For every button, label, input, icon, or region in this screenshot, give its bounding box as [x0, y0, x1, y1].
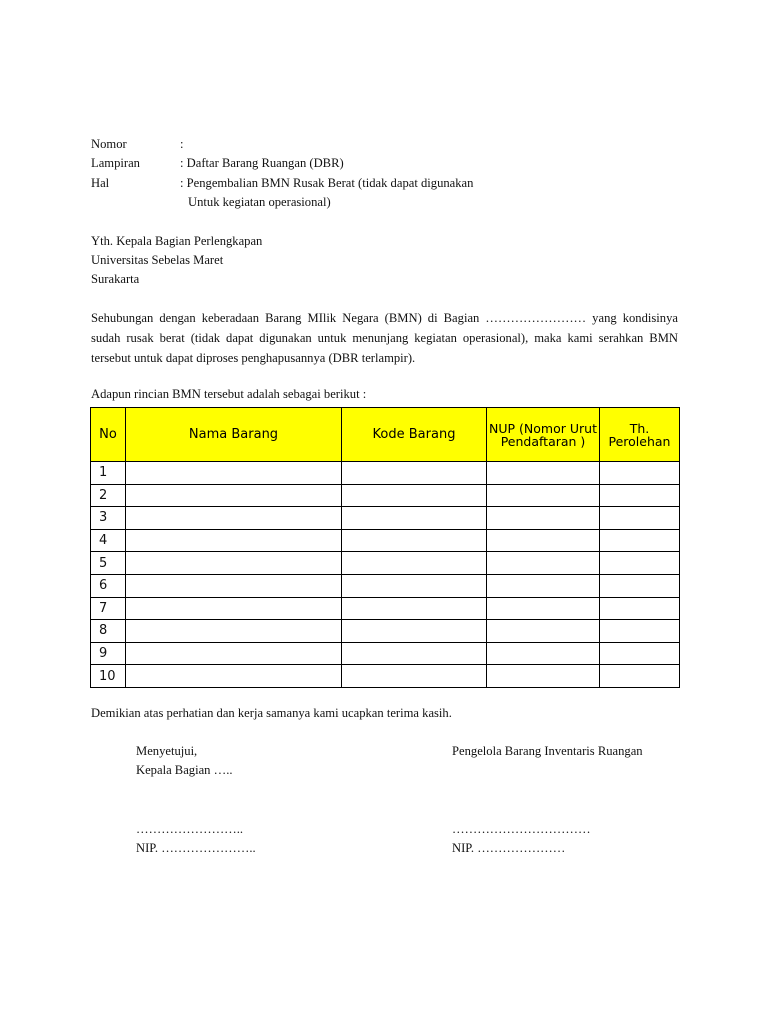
row-number: 9 [91, 642, 126, 665]
row-number: 4 [91, 529, 126, 552]
closing-text: Demikian atas perhatian dan kerja samanya kami ucapkan terima kasih. [91, 706, 452, 720]
cell-tahun-perolehan [600, 665, 680, 688]
cell-nama-barang [126, 484, 342, 507]
cell-nup [487, 574, 600, 597]
cell-tahun-perolehan [600, 529, 680, 552]
nomor-label: Nomor [91, 137, 127, 151]
cell-nama-barang [126, 597, 342, 620]
cell-nama-barang [126, 642, 342, 665]
hal-value: : Pengembalian BMN Rusak Berat (tidak dapat digunakan [180, 176, 474, 190]
cell-nup [487, 665, 600, 688]
cell-nup [487, 507, 600, 530]
cell-tahun-perolehan [600, 484, 680, 507]
cell-kode-barang [342, 574, 487, 597]
row-number: 8 [91, 620, 126, 643]
header-nama-barang: Nama Barang [126, 408, 342, 462]
cell-kode-barang [342, 462, 487, 485]
table-header-row [91, 408, 680, 462]
nomor-value: : [180, 137, 184, 151]
sign-right-name-line: …………………………… [452, 822, 591, 836]
table-row [91, 529, 680, 552]
cell-nama-barang [126, 507, 342, 530]
cell-kode-barang [342, 665, 487, 688]
table-row [91, 507, 680, 530]
row-number: 6 [91, 574, 126, 597]
lampiran-value: : Daftar Barang Ruangan (DBR) [180, 156, 344, 170]
table-row [91, 597, 680, 620]
cell-nup [487, 462, 600, 485]
header-no: No [91, 408, 126, 462]
row-number: 2 [91, 484, 126, 507]
cell-kode-barang [342, 597, 487, 620]
cell-tahun-perolehan [600, 620, 680, 643]
cell-tahun-perolehan [600, 642, 680, 665]
cell-tahun-perolehan [600, 574, 680, 597]
header-kode-barang: Kode Barang [342, 408, 487, 462]
row-number: 3 [91, 507, 126, 530]
dbr-table [90, 407, 680, 688]
table-row [91, 665, 680, 688]
cell-nup [487, 552, 600, 575]
cell-kode-barang [342, 484, 487, 507]
cell-kode-barang [342, 529, 487, 552]
sign-left-name-line: …………………….. [136, 822, 244, 836]
header-tahun-perolehan: Th. Perolehan [600, 408, 680, 462]
header-nup: NUP (Nomor Urut Pendaftaran ) [487, 408, 600, 462]
cell-nup [487, 529, 600, 552]
cell-nama-barang [126, 462, 342, 485]
cell-tahun-perolehan [600, 552, 680, 575]
sign-left-approval: Menyetujui, [136, 744, 198, 758]
cell-nup [487, 597, 600, 620]
cell-nama-barang [126, 620, 342, 643]
cell-tahun-perolehan [600, 462, 680, 485]
hal-label: Hal [91, 176, 110, 190]
table-row [91, 552, 680, 575]
recipient-line-2: Universitas Sebelas Maret [91, 253, 224, 267]
lampiran-label: Lampiran [91, 156, 140, 170]
sign-right-title: Pengelola Barang Inventaris Ruangan [452, 744, 643, 758]
table-row [91, 642, 680, 665]
cell-nama-barang [126, 552, 342, 575]
hal-value-continued: Untuk kegiatan operasional) [188, 195, 331, 209]
row-number: 5 [91, 552, 126, 575]
cell-nup [487, 642, 600, 665]
table-row [91, 620, 680, 643]
cell-tahun-perolehan [600, 507, 680, 530]
sign-left-nip: NIP. ………………….. [136, 841, 256, 855]
cell-tahun-perolehan [600, 597, 680, 620]
cell-kode-barang [342, 507, 487, 530]
row-number: 7 [91, 597, 126, 620]
recipient-line-1: Yth. Kepala Bagian Perlengkapan [91, 234, 263, 248]
cell-nama-barang [126, 665, 342, 688]
cell-kode-barang [342, 552, 487, 575]
cell-nama-barang [126, 529, 342, 552]
cell-nup [487, 484, 600, 507]
row-number: 1 [91, 462, 126, 485]
table-row [91, 462, 680, 485]
sign-right-nip: NIP. ………………… [452, 841, 566, 855]
cell-kode-barang [342, 620, 487, 643]
row-number: 10 [91, 665, 126, 688]
body-paragraph: Sehubungan dengan keberadaan Barang MIlik Negara (BMN) di Bagian …………………… yang kondisinya sudah rusak berat (tidak dapat digunakan untuk menunjang kegiatan operasional), maka kami serahkan BMN tersebut untuk dapat diproses penghapusannya (DBR terlampir). [91, 311, 678, 365]
cell-kode-barang [342, 642, 487, 665]
recipient-line-3: Surakarta [91, 272, 140, 286]
table-row [91, 484, 680, 507]
cell-nama-barang [126, 574, 342, 597]
cell-nup [487, 620, 600, 643]
table-row [91, 574, 680, 597]
sign-left-title: Kepala Bagian ….. [136, 763, 233, 777]
details-intro: Adapun rincian BMN tersebut adalah sebagai berikut : [91, 387, 367, 401]
